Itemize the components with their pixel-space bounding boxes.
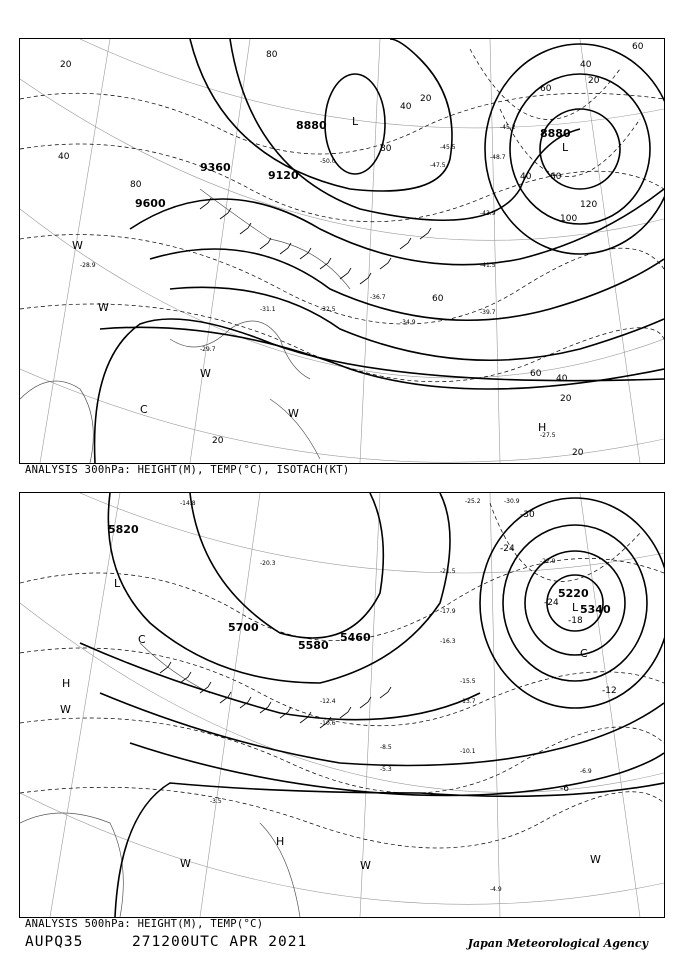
pressure-system-marker: W (360, 859, 371, 872)
pressure-system-marker: W (98, 301, 109, 314)
height-labels (108, 523, 611, 652)
isotach-label: 20 (572, 448, 584, 458)
isotach-label: 120 (580, 200, 598, 210)
pressure-system-marker: C (140, 403, 148, 416)
station-value: -22.9 (540, 558, 556, 565)
isotach-label: 60 (550, 172, 562, 182)
station-value: -16.3 (440, 638, 456, 645)
pressure-system-marker: H (276, 835, 285, 848)
temperature-label: -45.5 (440, 144, 456, 151)
isotach-label: 40 (520, 172, 532, 182)
isotach-label: 40 (58, 152, 70, 162)
pressure-system-marker: L (352, 115, 359, 128)
isotach-label: 20 (60, 60, 72, 70)
isotach-label: 60 (432, 294, 444, 304)
coastline (20, 189, 350, 463)
height-label: 9600 (135, 197, 166, 210)
isotach-label: 100 (560, 214, 578, 224)
isotach-label: 80 (266, 50, 278, 60)
temperature-label: -39.7 (480, 309, 496, 316)
height-label: 5340 (580, 603, 611, 616)
chart-identifier (25, 934, 307, 950)
temperature-label: -12 (602, 686, 617, 696)
temperature-label: -18 (568, 616, 583, 626)
station-value: -25.2 (465, 498, 481, 505)
station-value: -8.5 (380, 744, 392, 751)
height-label: 5460 (340, 631, 371, 644)
station-value: -21.5 (440, 568, 456, 575)
height-label: 5700 (228, 621, 259, 634)
pressure-system-marker: L (562, 141, 569, 154)
height-label: 8880 (540, 127, 571, 140)
height-label: 5220 (558, 587, 589, 600)
isotach-label: 40 (556, 374, 568, 384)
isotach-label: 40 (400, 102, 412, 112)
isotach-label: 20 (212, 436, 224, 446)
station-value: -13.7 (460, 698, 476, 705)
temperature-label: -45.2 (500, 124, 516, 131)
pressure-system-marker: C (580, 647, 588, 660)
temperature-label: -36.7 (370, 294, 386, 301)
temperature-label: -34.9 (400, 319, 416, 326)
isotach-label: 80 (380, 144, 392, 154)
station-value: -30.9 (504, 498, 520, 505)
temperature-label: -31.1 (260, 306, 276, 313)
height-contours (95, 39, 664, 463)
temperature-label: -48.7 (490, 154, 506, 161)
height-labels (135, 119, 571, 210)
caption-300hpa: ANALYSIS 300hPa: HEIGHT(M), TEMP(°C), ISOTACH(KT) (25, 464, 350, 476)
station-value: -20.3 (260, 560, 276, 567)
temperature-label: -24 (544, 598, 559, 608)
temperature-label: -32.5 (320, 306, 336, 313)
temperature-label: -6 (560, 784, 569, 794)
map-300hpa (19, 38, 665, 464)
pressure-system-marker: W (60, 703, 71, 716)
pressure-system-marker: L (114, 577, 121, 590)
station-value: -3.5 (210, 798, 222, 805)
pressure-system-marker: H (538, 421, 547, 434)
pressure-system-marker: H (62, 677, 71, 690)
station-value: -4.9 (490, 886, 502, 893)
temperature-labels (80, 124, 556, 439)
station-value: -12.4 (320, 698, 336, 705)
pressure-system-marker: W (590, 853, 601, 866)
station-value: -14.8 (180, 500, 196, 507)
pressure-system-marker: W (288, 407, 299, 420)
pressure-system-marker: W (200, 367, 211, 380)
temperature-label: -41.5 (480, 262, 496, 269)
isotach-label: 80 (130, 180, 142, 190)
temperature-label: -43.9 (480, 210, 496, 217)
temperature-label: -29.7 (200, 346, 216, 353)
isotach-label: 60 (632, 42, 644, 52)
height-label: 5820 (108, 523, 139, 536)
map-300hpa-canvas (20, 39, 664, 463)
temperature-isotherms (20, 503, 664, 848)
station-value: -10.1 (460, 748, 476, 755)
height-label: 9360 (200, 161, 231, 174)
isotach-label: 60 (530, 369, 542, 379)
height-label: 5580 (298, 639, 329, 652)
temperature-label: -28.9 (80, 262, 96, 269)
temperature-label: -24 (500, 544, 515, 554)
station-value: -17.9 (440, 608, 456, 615)
temperature-label: -30 (520, 510, 535, 520)
pressure-system-marker: L (572, 601, 579, 614)
isotach-label: 20 (420, 94, 432, 104)
height-label: 8880 (296, 119, 327, 132)
pressure-system-marker: W (72, 239, 83, 252)
agency-name: Japan Meteorological Agency (467, 937, 648, 950)
wind-barbs (200, 198, 431, 284)
height-contours (80, 493, 664, 917)
pressure-system-marker: C (138, 633, 146, 646)
station-value: -6.9 (580, 768, 592, 775)
chart-code: AUPQ35 (25, 934, 84, 950)
map-500hpa-canvas (20, 493, 664, 917)
graticule (20, 493, 664, 917)
isotach-label: 40 (580, 60, 592, 70)
station-value: -15.5 (460, 678, 476, 685)
height-label: 9120 (268, 169, 299, 182)
map-500hpa (19, 492, 665, 918)
wind-barbs (160, 662, 391, 728)
station-value: -10.6 (320, 720, 336, 727)
temperature-label: -47.5 (430, 162, 446, 169)
isotach-label: 20 (588, 76, 600, 86)
pressure-system-marker: W (180, 857, 191, 870)
isotach-label: 60 (540, 84, 552, 94)
temperature-label: -27.5 (540, 432, 556, 439)
station-value: -5.3 (380, 766, 392, 773)
valid-time: 271200UTC APR 2021 (132, 934, 308, 950)
temperature-label: -50.0 (320, 158, 336, 165)
caption-500hpa: ANALYSIS 500hPa: HEIGHT(M), TEMP(°C) (25, 918, 264, 930)
isotach-label: 20 (560, 394, 572, 404)
